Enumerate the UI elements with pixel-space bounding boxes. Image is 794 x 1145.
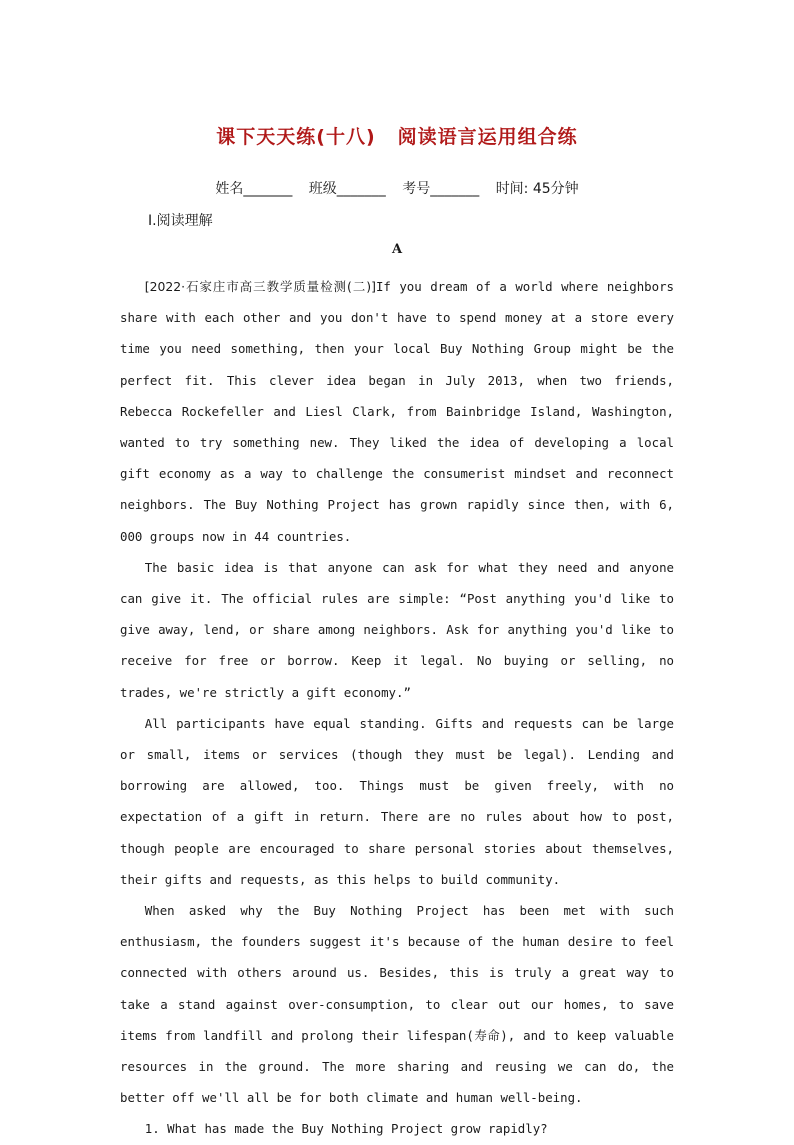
title-right: 阅读语言运用组合练 (397, 126, 578, 148)
title-left: 课下天天练(十八) (216, 126, 376, 148)
paragraph: When asked why the Buy Nothing Project has been met with such enthusiasm, the founders suggest it's because of the human desire to feel connected with others around us. Besides, this is truly a great way to take a stand against over-consumption, to clear out our homes, to save items from landfill and prolong their lifespan(寿命), and to keep valuable resources in the ground. The more sharing and reusing we can do, the better off we'll all be for both climate and human well-being. (120, 903, 674, 1106)
exam-number-field: 考号_______ (402, 181, 480, 197)
source-citation: [2022·石家庄市高三教学质量检测(二)] (144, 279, 376, 294)
question: 1. What has made the Buy Nothing Project grow rapidly? (144, 1121, 548, 1137)
section-heading: Ⅰ.阅读理解 (148, 213, 213, 229)
passage-body (120, 271, 674, 1145)
name-field: 姓名_______ (215, 181, 293, 197)
paragraph: The basic idea is that anyone can ask for what they need and anyone can give it. The official rules are simple: “Post anything you'd like to give away, lend, or share among neighbors. Ask for anything you'd like to receive for free or borrow. Keep it legal. No buying or selling, no trades, we're strictly a gift economy.” (120, 559, 674, 700)
paragraph: All participants have equal standing. Gifts and requests can be large or small, items or services (though they must be legal). Lending and borrowing are allowed, too. Things must be given freely, with no expectation of a gift in return. There are no rules about how to post, though people are encouraged to share personal stories about themselves, their gifts and requests, as this helps to build community. (120, 715, 674, 887)
page-title (0, 122, 794, 149)
time-limit: 时间: 45分钟 (495, 181, 579, 197)
student-info-line (0, 178, 794, 198)
paragraph-text: If you dream of a world where neighbors share with each other and you don't have to spend money at a store every time you need something, then your local Buy Nothing Group might be the perfect fit. This clever idea began in July 2013, when two friends, Rebecca Rockefeller and Liesl Clark, from Bainbridge Island, Washington, wanted to try something new. They liked the idea of developing a local gift economy as a way to challenge the consumerist mindset and reconnect neighbors. The Buy Nothing Project has grown rapidly since then, with 6, 000 groups now in 44 countries. (120, 279, 675, 544)
paragraph (120, 271, 674, 552)
passage-label: A (391, 242, 403, 257)
class-field: 班级_______ (308, 181, 386, 197)
